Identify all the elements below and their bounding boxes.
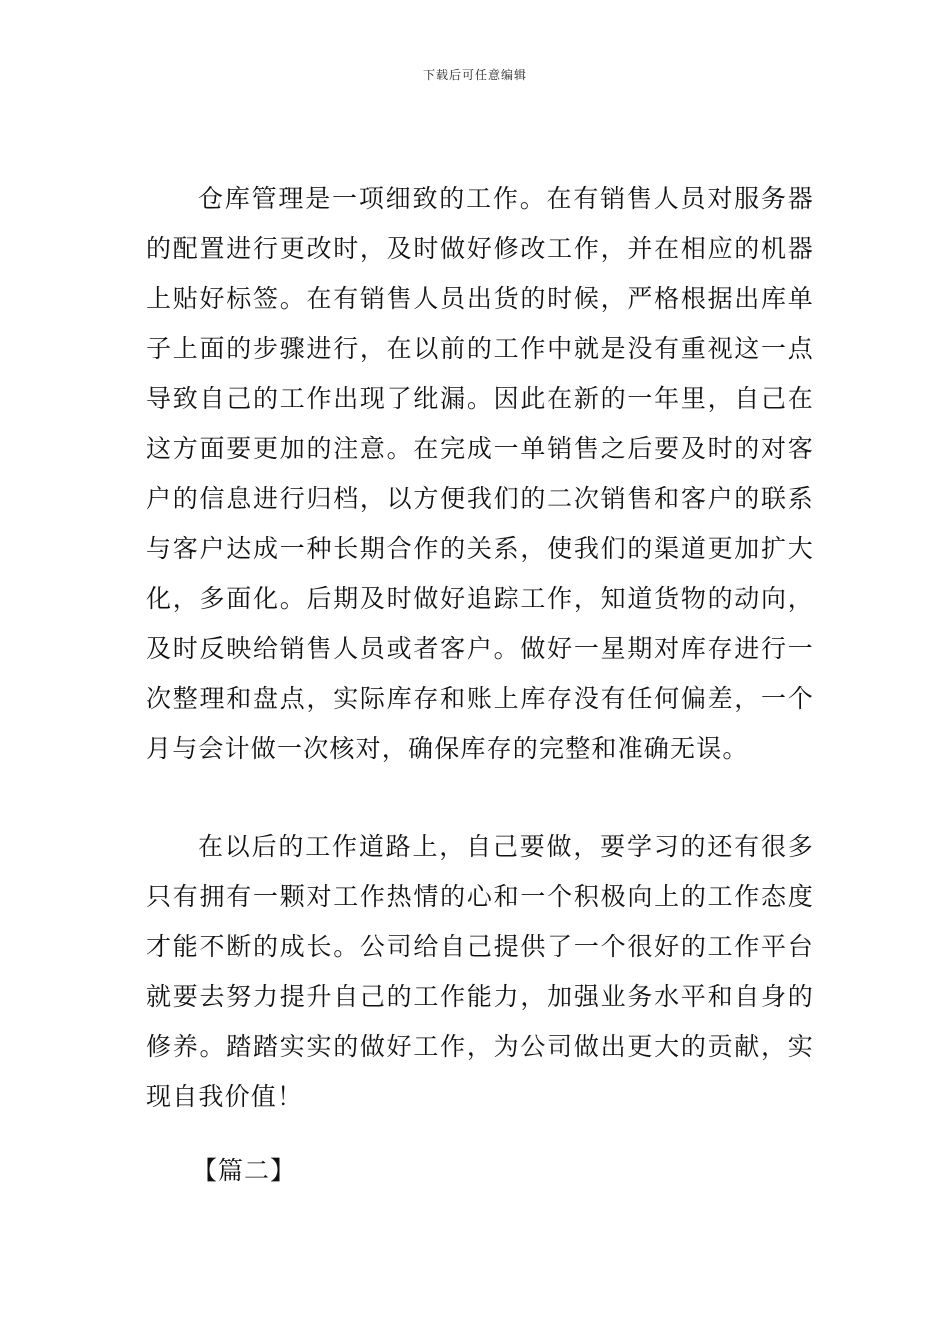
body-paragraph-2: 在以后的工作道路上，自己要做，要学习的还有很多只有拥有一颗对工作热情的心和一个积极向上的工作态度才能不断的成长。公司给自己提供了一个很好的工作平台就要去努力提升自己的工作能力，加强业务水平和自身的修养。踏踏实实的做好工作，为公司做出更大的贡献，实现自我价值！	[146, 832, 814, 1111]
body-paragraph-1: 仓库管理是一项细致的工作。在有销售人员对服务器的配置进行更改时，及时做好修改工作，并在相应的机器上贴好标签。在有销售人员出货的时候，严格根据出库单子上面的步骤进行，在以前的工作中就是没有重视这一点导致自己的工作出现了纰漏。因此在新的一年里，自己在这方面要更加的注意。在完成一单销售之后要及时的对客户的信息进行归档，以方便我们的二次销售和客户的联系与客户达成一种长期合作的关系，使我们的渠道更加扩大化，多面化。后期及时做好追踪工作，知道货物的动向，及时反映给销售人员或者客户。做好一星期对库存进行一次整理和盘点，实际库存和账上库存没有任何偏差，一个月与会计做一次核对，确保库存的完整和准确无误。	[146, 184, 814, 763]
header-note: 下载后可任意编辑	[422, 68, 527, 82]
section-heading: 【篇二】	[192, 1156, 297, 1185]
